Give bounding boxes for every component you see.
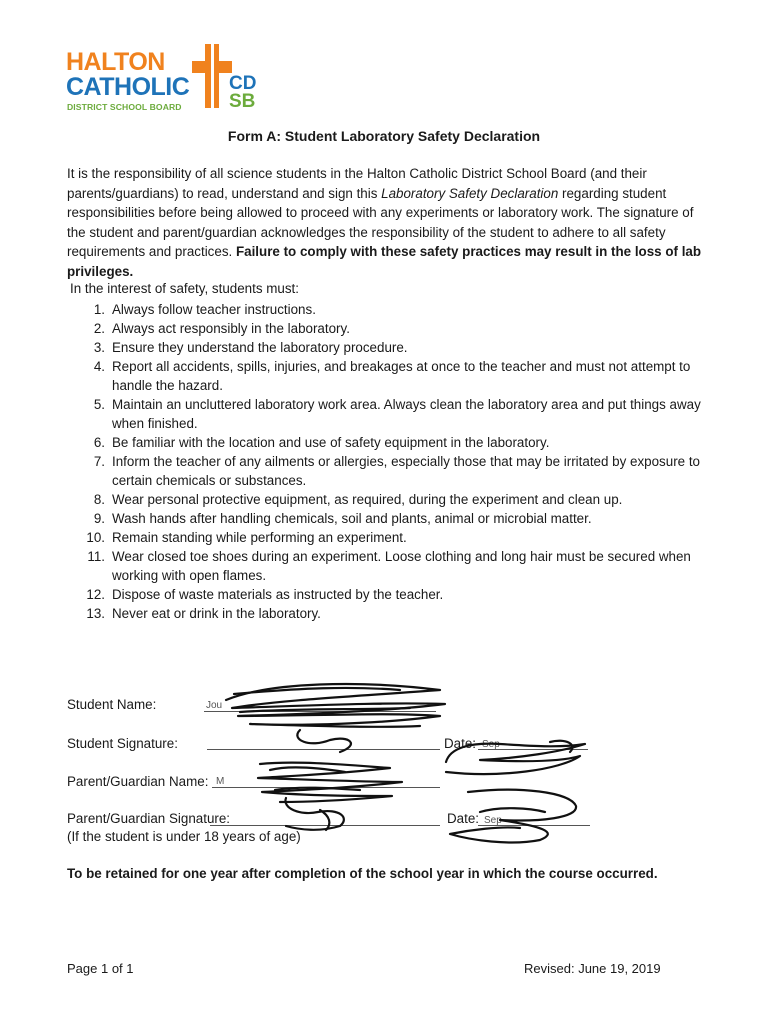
list-item (67, 433, 707, 452)
logo-line-catholic: CATHOLIC (66, 73, 190, 101)
date-value-2: Sep (484, 815, 502, 826)
student-signature-field[interactable] (207, 735, 440, 750)
list-item (67, 509, 707, 528)
student-name-field[interactable] (204, 697, 436, 712)
intro-text-2: regarding student responsibilities before being allowed to proceed with any experiments or laboratory work. The signature of the student and parent/guardian acknowledges the responsibility of the student to adhere to all safety requirements and practices. (67, 185, 694, 259)
retention-note: To be retained for one year after completion of the school year in which the course occurred. (67, 866, 658, 881)
intro-paragraph (67, 164, 707, 281)
parent-name-label: Parent/Guardian Name: (67, 774, 209, 789)
rule-text: Wear closed toe shoes during an experiment. Loose clothing and long hair must be secured when working with open flames. (112, 549, 691, 583)
list-item (67, 357, 707, 395)
rule-text: Remain standing while performing an experiment. (112, 530, 407, 545)
parent-signature-field[interactable] (210, 811, 440, 826)
rules-lead: In the interest of safety, students must: (70, 281, 299, 296)
rule-number: 3. (93, 340, 105, 355)
rule-text: Wear personal protective equipment, as required, during the experiment and clean up. (112, 492, 623, 507)
list-item (67, 585, 707, 604)
rule-number: 10. (86, 530, 105, 545)
revised-date: Revised: June 19, 2019 (524, 961, 661, 976)
rule-number: 9. (93, 511, 105, 526)
page-number: Page 1 of 1 (67, 961, 134, 976)
date-value: Sep (482, 739, 500, 750)
list-item (67, 338, 707, 357)
rule-number: 2. (93, 321, 105, 336)
parent-signature-label: Parent/Guardian Signature: (67, 811, 231, 826)
rule-text: Maintain an uncluttered laboratory work area. Always clean the laboratory area and put things away when finished. (112, 397, 701, 431)
rule-number: 6. (93, 435, 105, 450)
logo-line-district: DISTRICT SCHOOL BOARD (67, 102, 182, 112)
rule-number: 5. (93, 397, 105, 412)
parent-name-field[interactable] (212, 773, 440, 788)
rule-text: Always follow teacher instructions. (112, 302, 316, 317)
rule-text: Report all accidents, spills, injuries, and breakages at once to the teacher and must not attempt to handle the hazard. (112, 359, 691, 393)
rule-number: 8. (93, 492, 105, 507)
intro-text-1: It is the responsibility of all science students in the Halton Catholic District School Board (and their parents/guardians) to read, understand and sign this (67, 166, 647, 201)
rule-number: 12. (86, 587, 105, 602)
student-name-label: Student Name: (67, 697, 157, 712)
intro-warning: Failure to comply with these safety practices may result in the loss of lab privileges. (67, 244, 702, 279)
list-item (67, 490, 707, 509)
rule-text: Be familiar with the location and use of safety equipment in the laboratory. (112, 435, 550, 450)
rule-text: Never eat or drink in the laboratory. (112, 606, 321, 621)
logo-line-halton: HALTON (66, 48, 165, 76)
form-title: Form A: Student Laboratory Safety Declaration (227, 128, 541, 144)
rule-text: Always act responsibly in the laboratory. (112, 321, 350, 336)
student-name-value: Jou (206, 700, 223, 711)
date-label-2: Date: (447, 811, 480, 826)
rule-text: Dispose of waste materials as instructed by the teacher. (112, 587, 444, 602)
list-item (67, 528, 707, 547)
rule-number: 11. (87, 549, 105, 564)
rule-number: 4. (93, 359, 105, 374)
rule-number: 7. (93, 454, 105, 469)
list-item (67, 395, 707, 433)
list-item (67, 604, 707, 623)
student-signature-label: Student Signature: (67, 736, 178, 751)
rule-number: 13. (86, 606, 105, 621)
intro-italic: Laboratory Safety Declaration (381, 185, 559, 201)
age-note: (If the student is under 18 years of age) (67, 829, 301, 844)
list-item (67, 319, 707, 338)
parent-name-value: M (216, 776, 225, 787)
school-board-logo (66, 44, 266, 114)
list-item (67, 452, 707, 490)
rule-text: Ensure they understand the laboratory procedure. (112, 340, 408, 355)
safety-rules-list (67, 300, 707, 623)
logo-cd: CD (229, 73, 257, 94)
rule-text: Inform the teacher of any ailments or allergies, especially those that may be irritated by exposure to certain chemicals or substances. (112, 454, 700, 488)
logo-sb: SB (229, 91, 256, 112)
list-item (67, 547, 707, 585)
date-label: Date: (444, 736, 477, 751)
rule-number: 1. (93, 302, 105, 317)
rule-text: Wash hands after handling chemicals, soil and plants, animal or microbial matter. (112, 511, 592, 526)
list-item (67, 300, 707, 319)
